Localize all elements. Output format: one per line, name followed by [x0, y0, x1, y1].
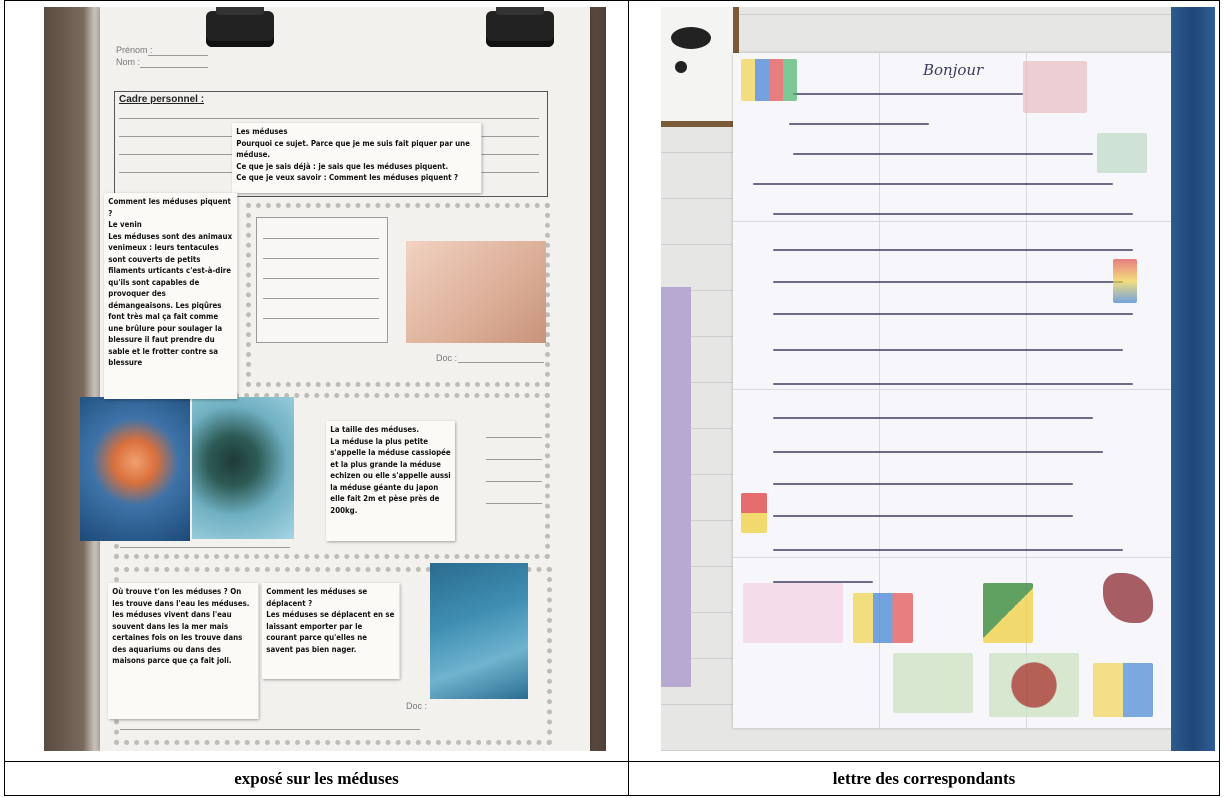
- handwriting-line: [793, 93, 1023, 95]
- writing-line: [263, 318, 379, 319]
- handwriting-line: [753, 183, 1113, 185]
- drawing-rocket: [741, 493, 767, 533]
- handwriting-line: [773, 483, 1073, 485]
- writing-line: [486, 437, 542, 438]
- letter-sheet: [733, 53, 1173, 728]
- doc-line: [458, 362, 544, 363]
- handwriting-line: [773, 249, 1133, 251]
- fold-line: [733, 221, 1173, 222]
- photo-meduse-3: [430, 563, 528, 699]
- handwriting-line: [773, 383, 1133, 385]
- handwriting-line: [773, 451, 1103, 453]
- photo-lettre-correspondants: [661, 7, 1215, 751]
- drawing-bottom-right: [1093, 663, 1153, 717]
- handwriting-line: [793, 153, 1093, 155]
- writing-line: [263, 258, 379, 259]
- drawing-shape: [671, 27, 711, 49]
- writing-line: [486, 503, 542, 504]
- drawing-bottom-flags: [853, 593, 913, 643]
- drawing-green-yellow: [983, 583, 1033, 643]
- cadre-title: Cadre personnel :: [119, 94, 205, 105]
- writing-line: [263, 238, 379, 239]
- note-taille: La taille des méduses. La méduse la plus petite s'appelle la méduse cassiopée et la plus grande la méduse echizen ou elle s'appelle aussi la méduse géante du japon elle fait 2m et pèse près de 200kg.: [326, 421, 455, 541]
- prenom-label: Prénom :: [116, 45, 153, 55]
- handwriting-line: [773, 515, 1073, 517]
- fold-line: [733, 557, 1173, 558]
- drawing-dinosaur: [989, 653, 1079, 717]
- note-ou-trouve: Où trouve t'on les méduses ? On les trouve dans l'eau les méduses. les méduses vivent dans l'eau souvent dans les la mer mais certaines fois on les trouve dans des aquariums ou dans des maisons parce que ça fait joli.: [108, 583, 259, 719]
- doc-label-1: Doc :: [436, 353, 458, 363]
- writing-box: [256, 217, 388, 343]
- prenom-line: [148, 55, 208, 56]
- photo-meduse-2: [192, 397, 294, 539]
- note-sujet: Les méduses Pourquoi ce sujet. Parce que je me suis fait piquer par une méduse. Ce que je sais déjà : je sais que les méduses piquent. Ce que je veux savoir : Comment les méduses piquent ?: [232, 123, 481, 193]
- drawing-house: [1023, 61, 1087, 113]
- drawing-bottom-left: [743, 583, 843, 643]
- caption-left: exposé sur les méduses: [234, 769, 399, 788]
- drawing-flag-small: [1113, 259, 1137, 303]
- handwriting-line: [773, 549, 1123, 551]
- nom-label: Nom :: [116, 57, 141, 67]
- writing-line: [263, 278, 379, 279]
- caption-right: lettre des correspondants: [832, 769, 1016, 788]
- photo-expose-meduses: [44, 7, 606, 751]
- drawing-shape: [675, 61, 687, 73]
- drawing-red-bird: [1103, 573, 1153, 623]
- purple-board: [661, 287, 691, 687]
- drawing-flags: [741, 59, 797, 101]
- binder-clip-left: [206, 11, 274, 47]
- writing-line: [120, 547, 290, 548]
- handwriting-line: [789, 123, 929, 125]
- doc-label-2: Doc :: [406, 701, 428, 711]
- photo-piqure: [406, 241, 546, 343]
- note-comment-piquent: Comment les méduses piquent ? Le venin Les méduses sont des animaux venimeux : leurs tentacules sont couverts de petits filaments urticants c'est-à-dire qu'ils sont capables de provoquer des démangeaisons. Les piqûres font très mal ça fait comme une brûlure pour soulager la blessure il faut prendre du sable et le frotter contre sa blessure: [104, 193, 237, 399]
- cadre-line: [119, 118, 539, 119]
- column-divider: [628, 1, 629, 795]
- letter-greeting: Bonjour: [923, 61, 984, 79]
- binder-clip-right: [486, 11, 554, 47]
- handwriting-line: [773, 281, 1123, 283]
- writing-line: [263, 298, 379, 299]
- fold-line: [733, 389, 1173, 390]
- handwriting-line: [773, 213, 1133, 215]
- document-table: [4, 0, 1220, 796]
- framed-drawing: [661, 7, 739, 127]
- handwriting-line: [773, 417, 1093, 419]
- blue-curtain: [1171, 7, 1215, 751]
- handwriting-line: [773, 313, 1133, 315]
- handwriting-line: [773, 349, 1123, 351]
- writing-line: [486, 481, 542, 482]
- note-deplacent: Comment les méduses se déplacent ? Les méduses se déplacent en se laissant emporter par le courant parce qu'elles ne savent pas bien nager.: [262, 583, 400, 679]
- drawing-corner: [1097, 133, 1147, 173]
- nom-line: [140, 67, 208, 68]
- writing-line: [486, 459, 542, 460]
- writing-line: [120, 729, 420, 730]
- photo-meduse-1: [80, 397, 190, 541]
- drawing-bird-bottom: [893, 653, 973, 713]
